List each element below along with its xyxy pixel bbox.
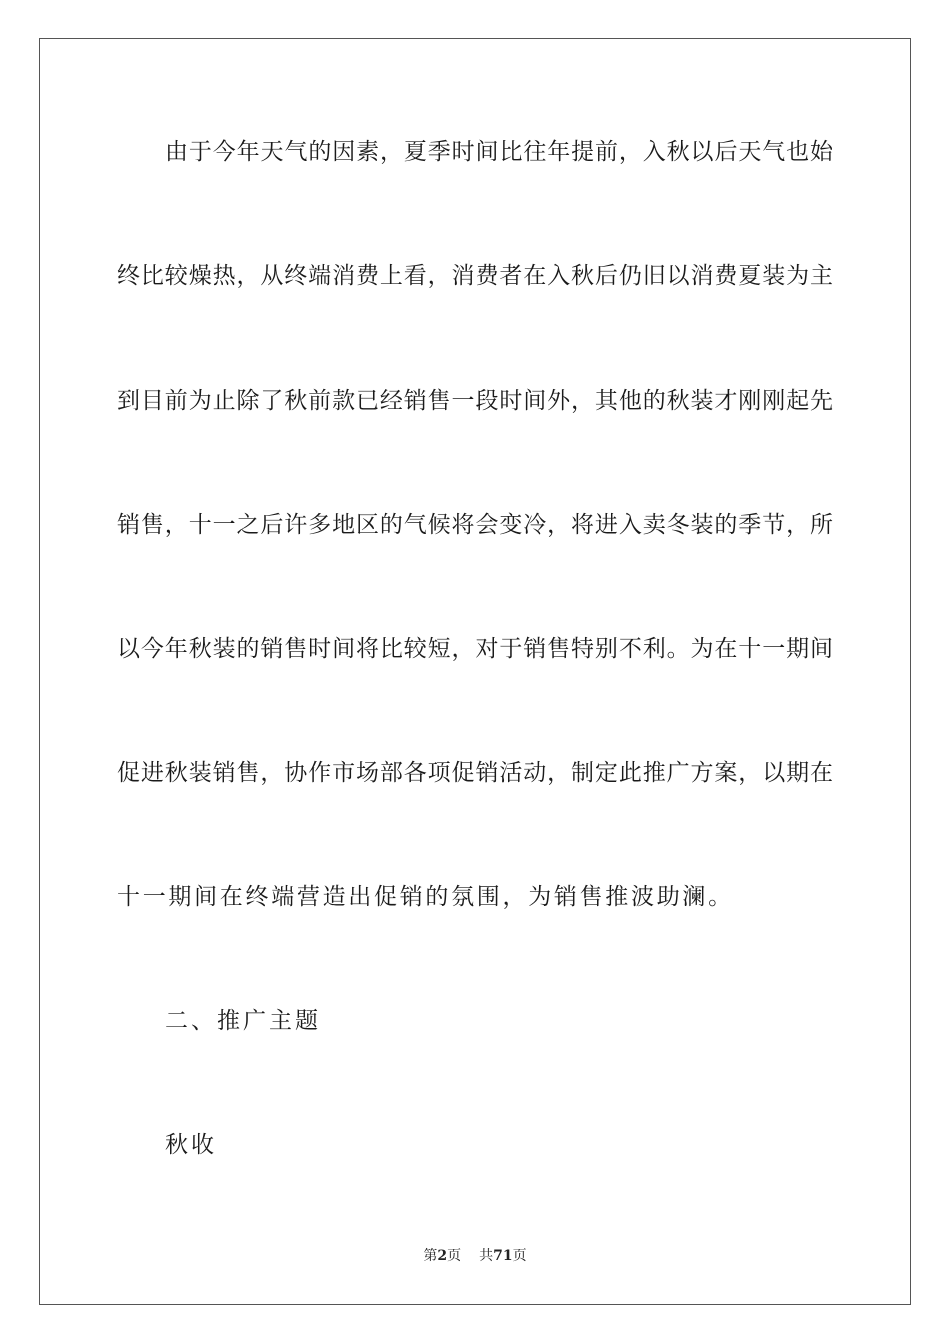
footer-page-suffix: 页 [447, 1248, 462, 1264]
theme-text: 秋收 [165, 1132, 217, 1158]
paragraph-line-3: 到目前为止除了秋前款已经销售一段时间外，其他的秋装才刚刚起先 [117, 388, 833, 414]
footer-page-number: 2 [437, 1248, 448, 1264]
page-footer [0, 1247, 950, 1265]
footer-page-prefix: 第 [423, 1248, 438, 1264]
paragraph-line-4: 销售，十一之后许多地区的气候将会变冷，将进入卖冬装的季节，所 [117, 512, 833, 538]
paragraph-line-5: 以今年秋装的销售时间将比较短，对于销售特别不利。为在十一期间 [117, 636, 833, 662]
page-border [39, 38, 911, 1305]
paragraph-line-6: 促进秋装销售，协作市场部各项促销活动，制定此推广方案，以期在 [117, 760, 833, 786]
footer-total-pages: 71 [493, 1248, 513, 1264]
paragraph-line-2: 终比较燥热，从终端消费上看，消费者在入秋后仍旧以消费夏装为主 [117, 263, 833, 289]
paragraph-line-7: 十一期间在终端营造出促销的氛围，为销售推波助澜。 [117, 884, 734, 910]
paragraph-line-1: 由于今年天气的因素，夏季时间比往年提前，入秋以后天气也始 [165, 139, 833, 165]
footer-total-prefix: 共 [479, 1248, 494, 1264]
footer-total-suffix: 页 [512, 1248, 527, 1264]
section-heading: 二、推广主题 [165, 1008, 321, 1034]
